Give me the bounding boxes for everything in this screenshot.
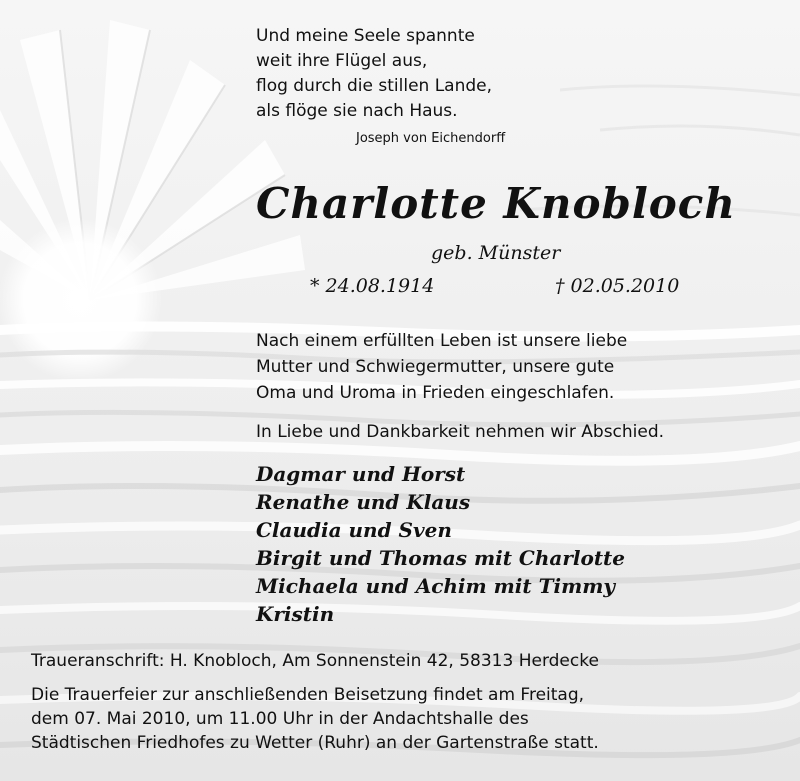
message-line: Nach einem erfüllten Leben ist unsere liebe bbox=[256, 331, 628, 351]
poem-author: Joseph von Eichendorff bbox=[356, 131, 506, 146]
mourner: Michaela und Achim mit Timmy bbox=[256, 574, 616, 598]
mourner: Dagmar und Horst bbox=[256, 462, 466, 486]
poem-line: Und meine Seele spannte bbox=[256, 26, 475, 46]
mourning-address: Traueranschrift: H. Knobloch, Am Sonnenstein 42, 58313 Herdecke bbox=[31, 651, 599, 671]
birth-date: * 24.08.1914 bbox=[310, 275, 435, 297]
mourner: Renathe und Klaus bbox=[256, 490, 471, 514]
mourner: Claudia und Sven bbox=[256, 518, 452, 542]
ceremony-line: dem 07. Mai 2010, um 11.00 Uhr in der Andachtshalle des bbox=[31, 709, 529, 729]
mourner: Birgit und Thomas mit Charlotte bbox=[256, 546, 626, 570]
ceremony-line: Städtischen Friedhofes zu Wetter (Ruhr) an der Gartenstraße statt. bbox=[31, 733, 599, 753]
mourners-list bbox=[256, 460, 625, 628]
message-line: Mutter und Schwiegermutter, unsere gute bbox=[256, 357, 615, 377]
poem-line: flog durch die stillen Lande, bbox=[256, 76, 493, 96]
deceased-name: Charlotte Knobloch bbox=[256, 179, 736, 228]
ceremony-line: Die Trauerfeier zur anschließenden Beisetzung findet am Freitag, bbox=[31, 685, 585, 705]
poem-line: weit ihre Flügel aus, bbox=[256, 51, 428, 71]
memorial-message bbox=[256, 328, 627, 406]
mourner: Kristin bbox=[256, 602, 335, 626]
sun-disc bbox=[0, 218, 162, 382]
poem-line: als flöge sie nach Haus. bbox=[256, 101, 458, 121]
poem bbox=[256, 24, 492, 124]
maiden-name: geb. Münster bbox=[431, 242, 561, 264]
farewell-line: In Liebe und Dankbarkeit nehmen wir Abschied. bbox=[256, 422, 665, 442]
death-date: † 02.05.2010 bbox=[555, 275, 680, 297]
message-line: Oma und Uroma in Frieden eingeschlafen. bbox=[256, 383, 615, 403]
ceremony-info bbox=[31, 683, 599, 755]
